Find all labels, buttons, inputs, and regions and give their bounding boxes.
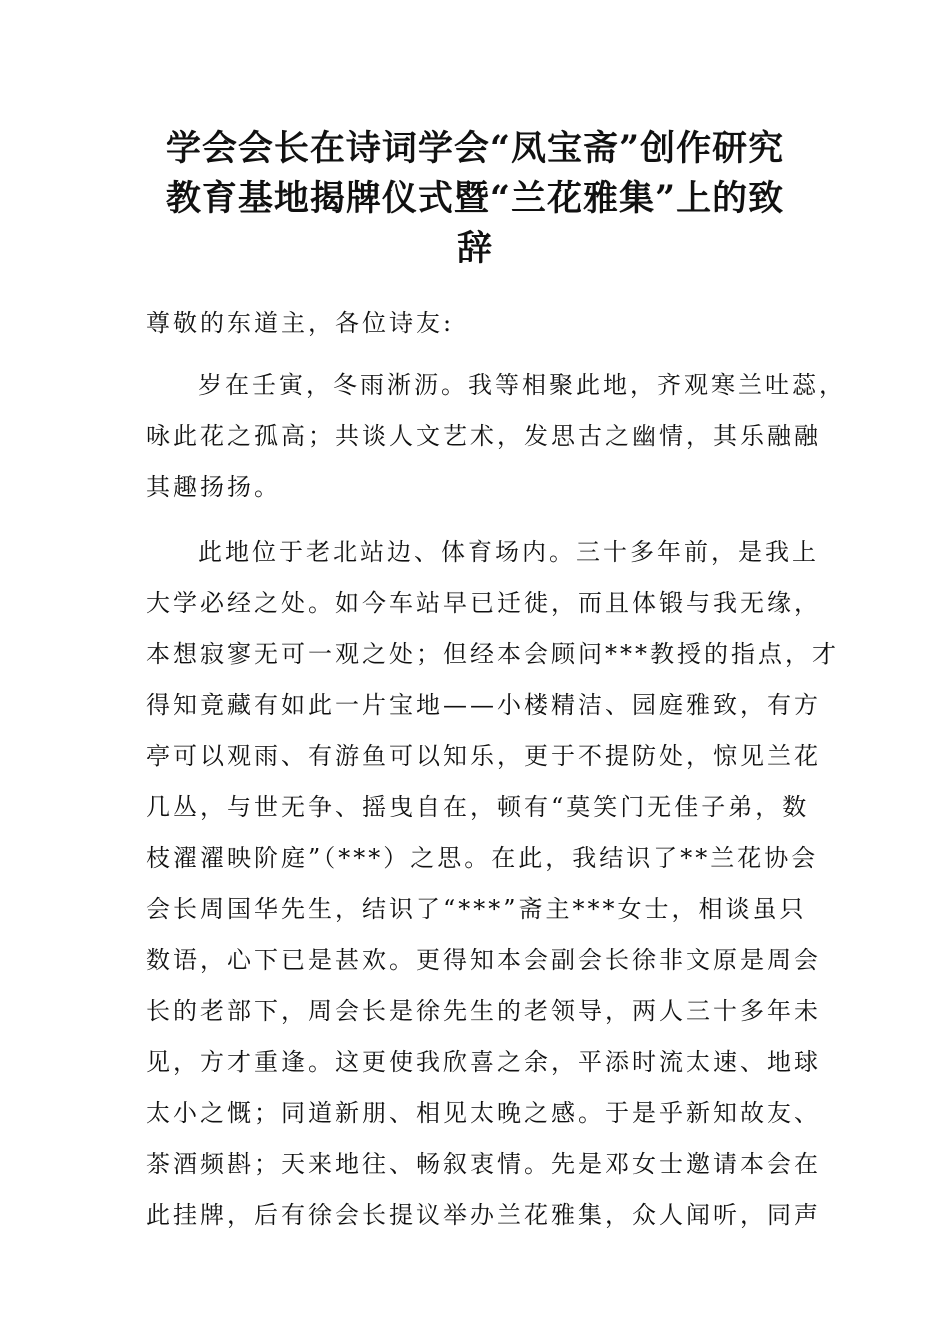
text-line: 其趣扬扬。: [146, 473, 281, 501]
title-line: 教育基地揭牌仪式暨“兰花雅集”上的致: [165, 178, 785, 219]
text-line: 本想寂寥无可一观之处；但经本会顾问***教授的指点，才: [146, 640, 839, 668]
text-line: 此地位于老北站边、体育场内。三十多年前，是我上: [198, 538, 819, 566]
salutation: 尊敬的东道主，各位诗友:: [146, 309, 455, 337]
text-line: 咏此花之孤高；共谈人文艺术，发思古之幽情，其乐融融: [146, 422, 821, 450]
text-line: 亭可以观雨、有游鱼可以知乐，更于不提防处，惊见兰花: [146, 742, 821, 770]
title-line: 学会会长在诗词学会“凤宝斋”创作研究: [165, 128, 785, 169]
title-line: 辞: [456, 228, 493, 269]
text-line: 会长周国华先生，结识了“***”斋主***女士，相谈虽只: [146, 895, 807, 923]
document-title: [120, 124, 830, 274]
text-line: 数语，心下已是甚欢。更得知本会副会长徐非文原是周会: [146, 946, 821, 974]
text-line: 长的老部下，周会长是徐先生的老领导，两人三十多年未: [146, 997, 821, 1025]
text-line: 大学必经之处。如今车站早已迁徙，而且体锻与我无缘，: [146, 589, 821, 617]
text-line: 枝濯濯映阶庭”（***）之思。在此，我结识了**兰花协会: [146, 844, 819, 872]
paragraph-2: [146, 527, 839, 1241]
paragraph-1: [146, 360, 846, 513]
text-line: 得知竟藏有如此一片宝地——小楼精洁、园庭雅致，有方: [146, 691, 821, 719]
document-body: [146, 298, 846, 1255]
text-line: 岁在壬寅，冬雨淅沥。我等相聚此地，齐观寒兰吐蕊，: [198, 371, 846, 399]
text-line: 太小之慨；同道新朋、相见太晚之感。于是乎新知故友、: [146, 1099, 821, 1127]
text-line: 几丛，与世无争、摇曳自在，顿有“莫笑门无佳子弟，数: [146, 793, 810, 821]
text-line: 茶酒频斟；天来地往、畅叙衷情。先是邓女士邀请本会在: [146, 1150, 821, 1178]
text-line: 此挂牌，后有徐会长提议举办兰花雅集，众人闻听，同声: [146, 1201, 821, 1229]
text-line: 见，方才重逢。这更使我欣喜之余，平添时流太速、地球: [146, 1048, 821, 1076]
